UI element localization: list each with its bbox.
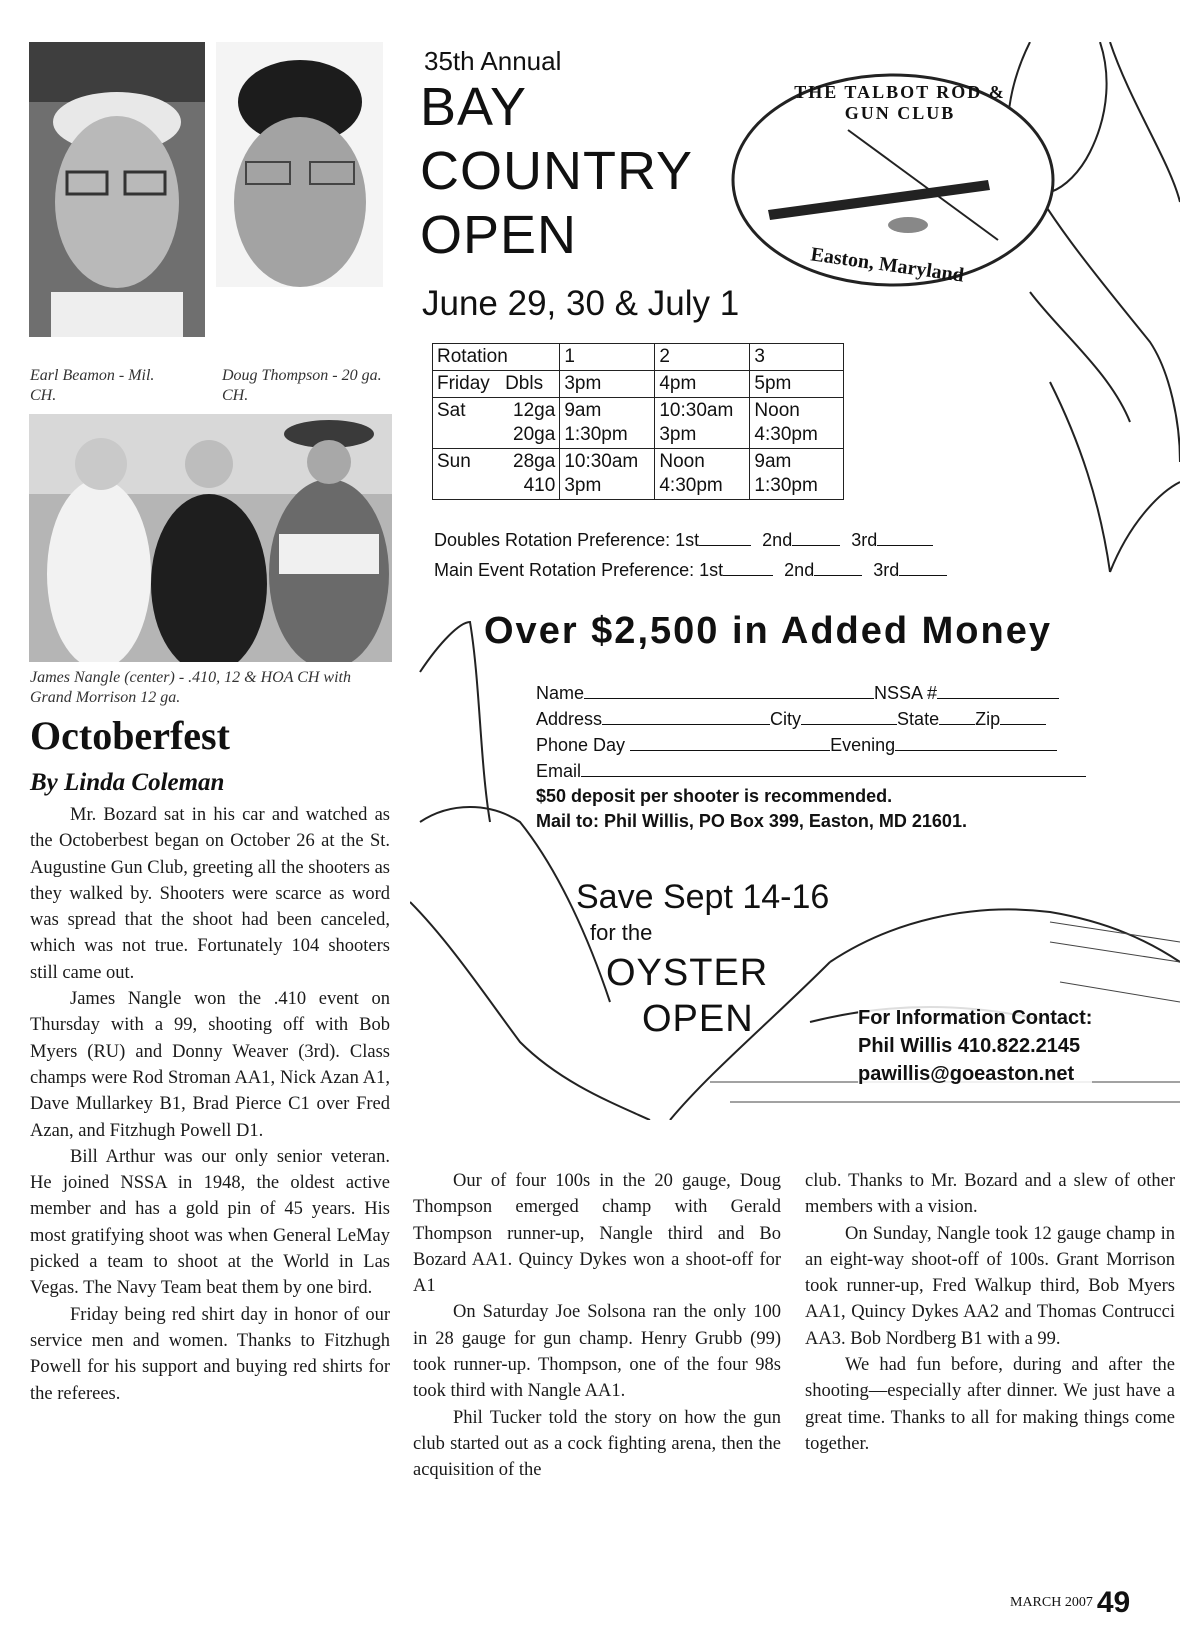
event-label: 28ga [513,451,556,472]
time: 9am [754,451,792,472]
row-label [433,449,560,500]
article-body-left [30,802,390,1407]
phone-row [536,732,1088,758]
time-cell: 5pm [750,371,844,398]
day-label: Friday [437,373,490,394]
pref-2nd-blank[interactable] [792,527,840,546]
paragraph: Mr. Bozard sat in his car and watched as the Octoberbest began on October 26 at the St. Augustine Gun Club, greeting all the shooters as they walked by. Shooters were scarce as word was spread that the shoot had been canceled, which was not true. Fortunately 104 shooters still came out. [30,805,390,983]
page-footer [1010,1586,1130,1620]
event-label: Dbls [505,373,544,394]
contact-email: pawillis@goeaston.net [858,1063,1075,1085]
contact-block [858,1004,1092,1088]
time: 3pm [659,424,697,445]
time-cell [750,449,844,500]
day-label: Sat [437,400,466,421]
photo2-caption: Doug Thompson - 20 ga. CH. [222,367,382,404]
contact-phone: Phil Willis 410.822.2145 [858,1035,1081,1057]
paragraph: Friday being red shirt day in honor of our service men and women. Thanks to Fitzhugh Powell for his support and buying red shirts for the referees. [30,1304,390,1404]
time-cell [750,398,844,449]
oyster-line2: OPEN [642,998,754,1040]
event-label: 12ga [513,400,556,421]
pref-3rd-label: 3rd [851,530,878,550]
time: Noon [659,451,705,472]
evening-field[interactable] [895,732,1057,751]
photo1-caption: Earl Beamon - Mil. CH. [30,367,155,404]
photo-doug-thompson [216,42,383,287]
time-cell [655,449,750,500]
club-name: THE TALBOT ROD & GUN CLUB [794,82,1006,123]
paragraph: club. Thanks to Mr. Bozard and a slew of other members with a vision. [805,1171,1175,1218]
title-line3: OPEN [420,205,578,265]
name-label: Name [536,683,585,703]
time: 10:30am [564,451,639,472]
state-field[interactable] [939,706,975,725]
zip-field[interactable] [1000,706,1046,725]
doubles-pref-label: Doubles Rotation Preference: 1st [434,530,700,550]
nssa-label: NSSA # [874,683,938,703]
event-label: 20ga [513,424,556,445]
time: 4:30pm [754,424,818,445]
event-label: 410 [523,475,556,496]
phone-label: Phone Day [536,735,626,755]
paragraph: On Saturday Joe Solsona ran the only 100 in 28 gauge for gun champ. Henry Grubb (99) took runner-up. Thompson, one of the four 98s took third with Nangle AA1. [413,1302,781,1402]
event-dates: June 29, 30 & July 1 [422,284,740,323]
header-1: 1 [560,344,655,371]
pref-3rd-blank[interactable] [899,557,947,576]
page-number: 49 [1096,1586,1131,1619]
article-byline: By Linda Coleman [30,769,225,796]
pref-2nd-label: 2nd [762,530,793,550]
time-cell: 3pm [560,371,655,398]
table-row-sunday [433,449,844,500]
time: 3pm [564,475,602,496]
table-row-saturday [433,398,844,449]
header-2: 2 [655,344,750,371]
entry-form [536,680,1088,834]
email-row [536,758,1088,784]
pref-1st-blank[interactable] [699,527,751,546]
save-date: Save Sept 14-16 [576,878,830,916]
zip-label: Zip [975,709,1001,729]
paragraph: We had fun before, during and after the shooting—especially after dinner. We just have a great time. Thanks to all for making things come together. [805,1355,1175,1454]
time: 9am [564,400,602,421]
time: Noon [754,400,800,421]
table-header-row [433,344,844,371]
portrait-image [216,42,383,287]
photo-group [29,414,392,662]
time: 4:30pm [659,475,723,496]
time-cell: 4pm [655,371,750,398]
photo3-caption: James Nangle (center) - .410, 12 & HOA CH with Grand Morrison 12 ga. [30,669,351,706]
deposit-note: $50 deposit per shooter is recommended. [536,786,893,806]
annual-label: 35th Annual [424,46,562,76]
contact-label: For Information Contact: [858,1007,1093,1029]
time-cell [560,449,655,500]
time: 10:30am [659,400,734,421]
city-field[interactable] [801,706,897,725]
mail-to-note: Mail to: Phil Willis, PO Box 399, Easton, MD 21601. [536,811,967,831]
rotation-table [432,343,844,500]
main-event-preference [434,557,947,583]
name-field[interactable] [584,680,874,699]
issue-date: MARCH 2007 [1010,1595,1093,1610]
nssa-field[interactable] [937,680,1059,699]
paragraph: James Nangle won the .410 event on Thursday with a 99, shooting off with Bob Myers (RU) and Donny Weaver (3rd). Class champs were Rod Stroman AA1, Nick Azan A1, Dave Mullarkey B1, Brad Pierce C1 over Fred Azan, and Fitzhugh Powell D1. [30,989,390,1141]
for-the-label: for the [590,920,653,945]
club-location: Easton, Maryland [809,243,966,287]
email-label: Email [536,761,582,781]
paragraph: Bill Arthur was our only senior veteran. He joined NSSA in 1948, the oldest active member and has a gold pin of 45 years. His most gratifying shoot was when General LeMay picked a team to shoot at the World in Las Vegas. The Navy Team beat them by one bird. [30,1146,390,1299]
table-row-friday [433,371,844,398]
day-label: Sun [437,451,471,472]
paragraph: On Sunday, Nangle took 12 gauge champ in an eight-way shoot-off of 100s. Grant Morrison took runner-up, Fred Walkup third, Bob Myers AA1, Quincy Dykes AA2 and Thomas Contrucci AA3. Bob Nordberg B1 with a 99. [805,1223,1175,1349]
header-rotation: Rotation [433,344,560,371]
pref-3rd-blank[interactable] [877,527,933,546]
row-label [433,371,560,398]
name-row [536,680,1088,706]
article-body-middle [413,1168,781,1484]
group-image [29,414,392,662]
paragraph: Our of four 100s in the 20 gauge, Doug Thompson emerged champ with Gerald Thompson runner-up, Nangle third and Bo Bozard AA1. Quincy Dykes won a shoot-off for A1 [413,1171,781,1297]
oyster-line1: OYSTER [606,952,769,994]
portrait-image [29,42,205,337]
pref-3rd-label: 3rd [873,560,900,580]
row-label [433,398,560,449]
address-field[interactable] [602,706,770,725]
title-line1: BAY [420,77,528,137]
state-label: State [897,709,940,729]
time: 1:30pm [754,475,818,496]
phone-field[interactable] [630,732,830,751]
time-cell [560,398,655,449]
email-field[interactable] [581,758,1086,777]
pref-2nd-blank[interactable] [814,557,862,576]
article-body-right [805,1168,1175,1457]
added-money-banner: Over $2,500 in Added Money [484,610,1052,652]
pref-2nd-label: 2nd [784,560,815,580]
time-cell [655,398,750,449]
pref-1st-blank[interactable] [723,557,773,576]
doubles-preference [434,527,933,553]
article-headline: Octoberfest [30,713,230,758]
title-line2: COUNTRY [420,141,694,201]
time: 1:30pm [564,424,628,445]
ad-box [410,42,1180,1120]
photo-earl-beamon [29,42,205,337]
address-label: Address [536,709,603,729]
header-3: 3 [750,344,844,371]
address-row [536,706,1088,732]
city-label: City [770,709,802,729]
evening-label: Evening [830,735,896,755]
main-pref-label: Main Event Rotation Preference: 1st [434,560,724,580]
paragraph: Phil Tucker told the story on how the gun club started out as a cock fighting arena, then the acquisition of the [413,1407,781,1481]
